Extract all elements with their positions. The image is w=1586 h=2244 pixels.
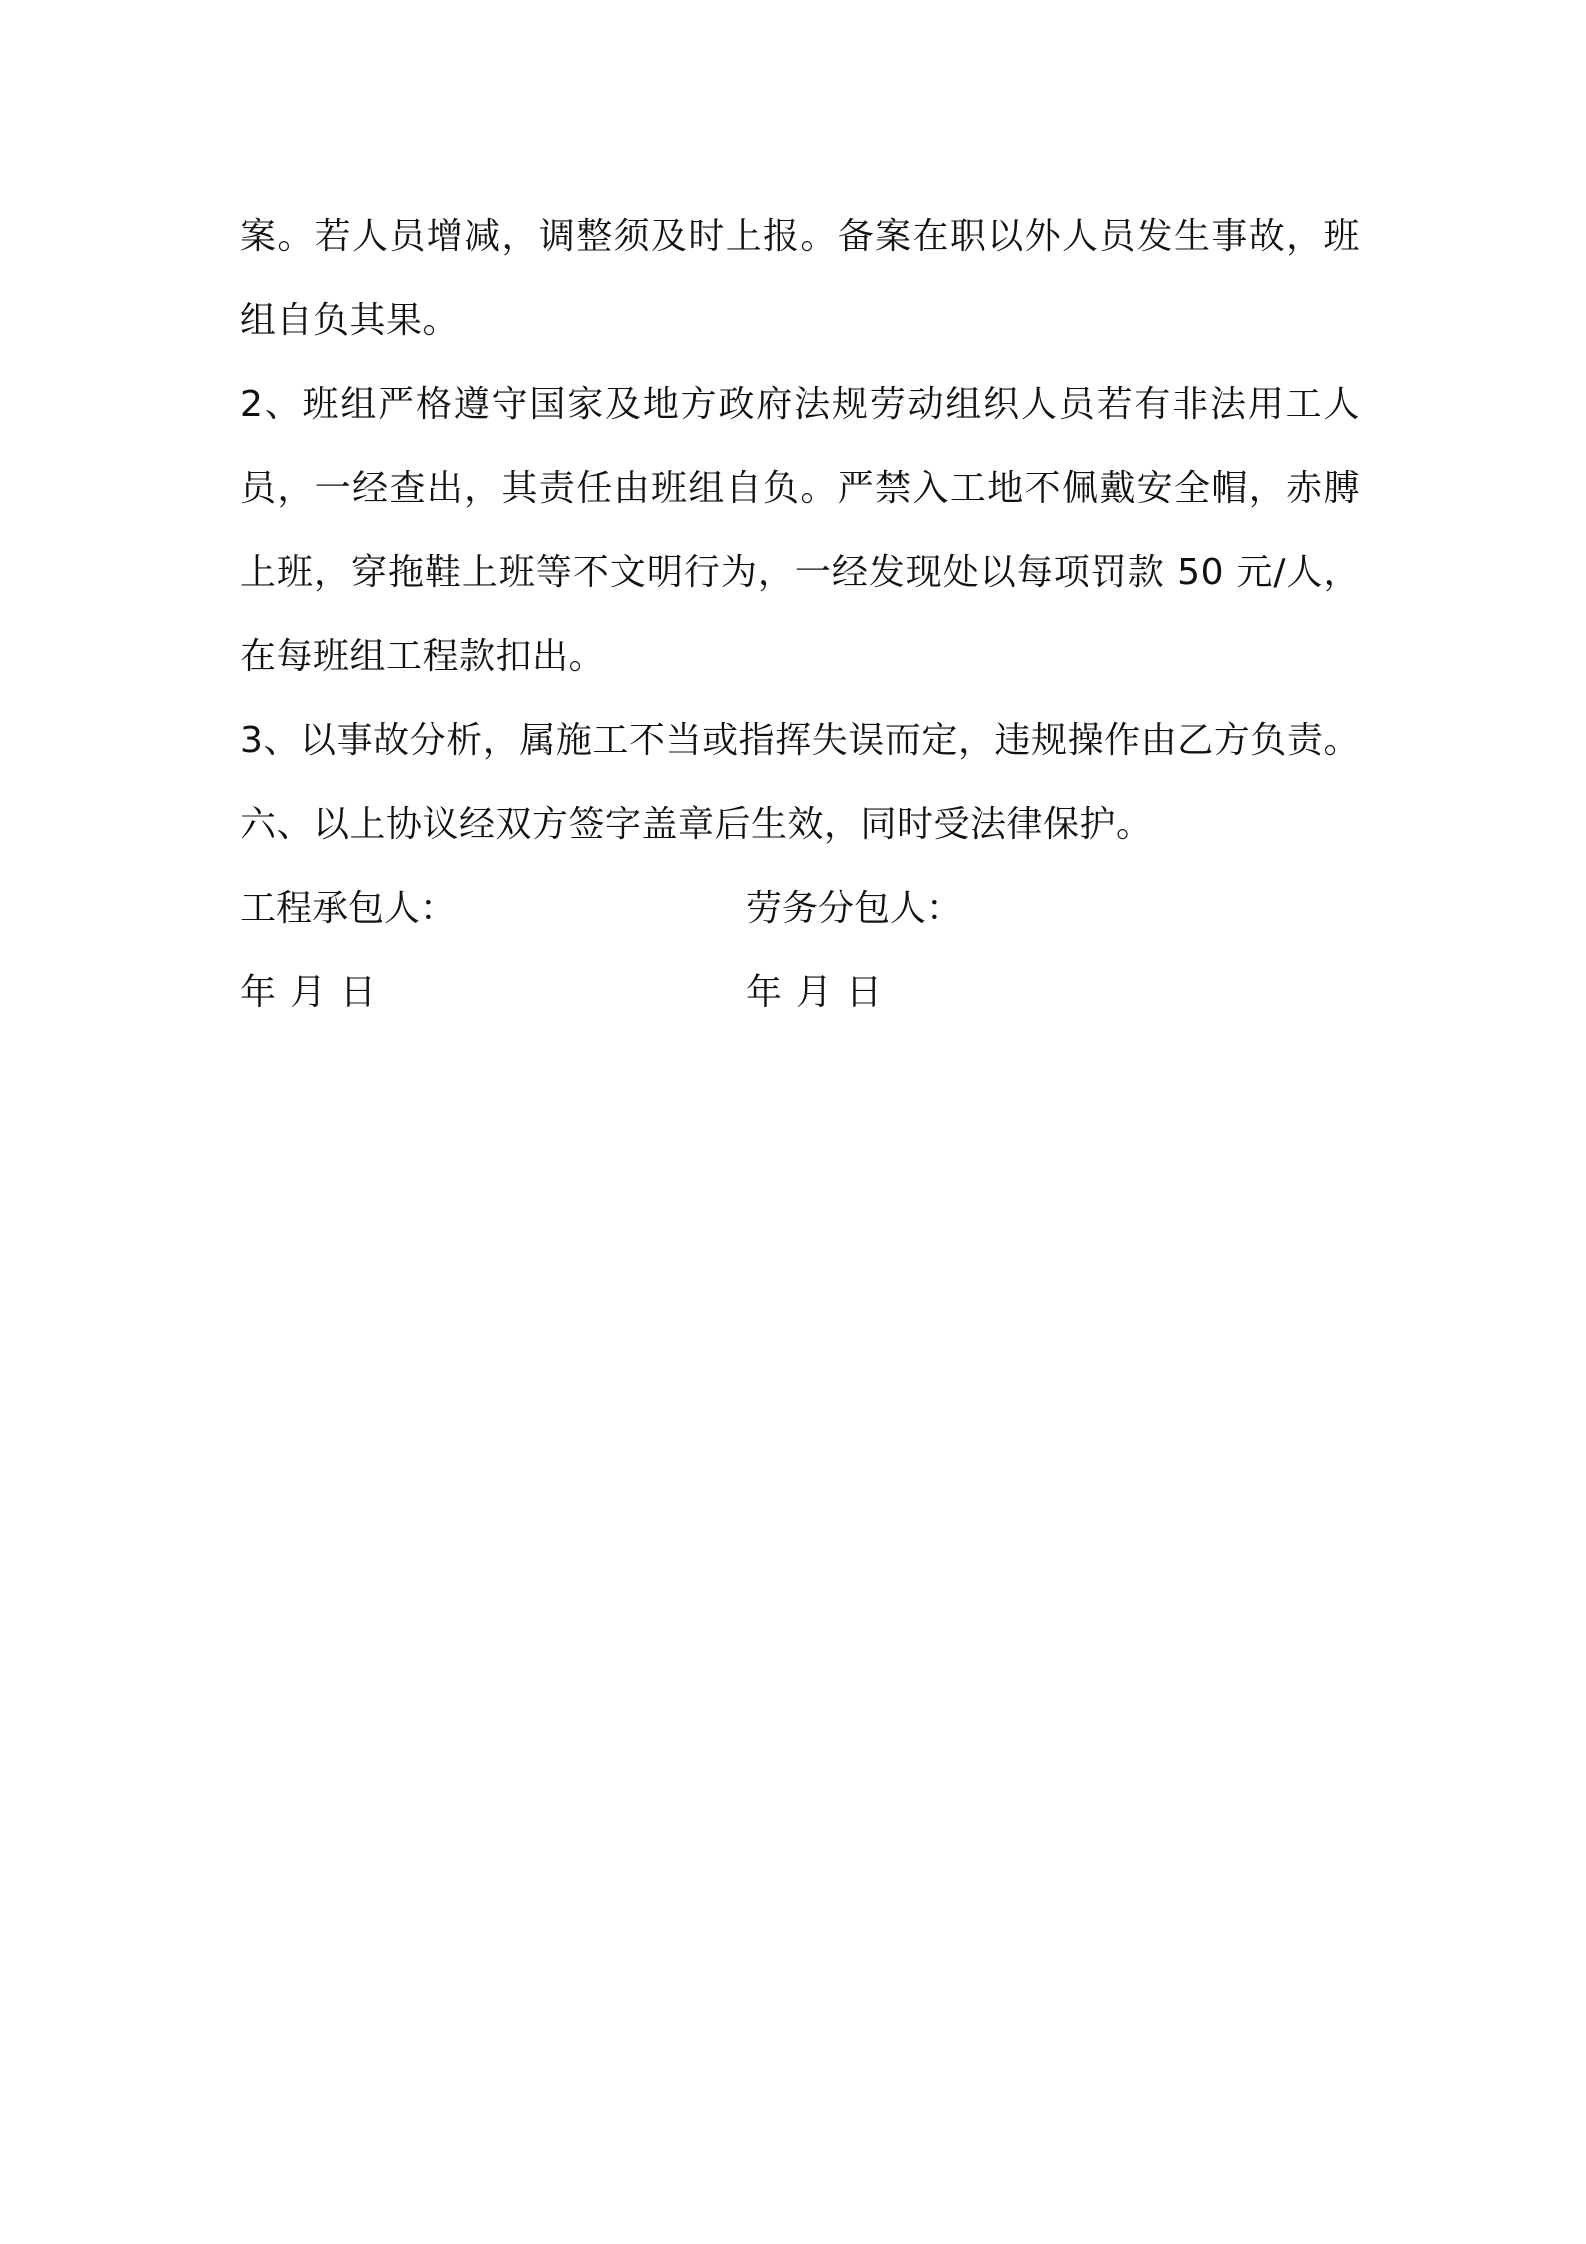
contractor-date [240,951,390,1035]
paragraph-line: 组自负其果。 [240,300,460,341]
subcontractor-signature-label: 劳务分包人： [746,888,963,929]
date-day-label: 日 [340,972,377,1013]
paragraph-line: 六、以上协议经双方签字盖章后生效，同时受法律保护。 [240,804,1153,845]
paragraph-line: 员，一经查出，其责任由班组自负。严禁入工地不佩戴安全帽，赤膊 [240,468,1360,509]
contractor-signature-label: 工程承包人： [240,888,457,929]
date-year-label: 年 [240,972,277,1013]
signature-row [240,867,1360,951]
paragraph-line: 在每班组工程款扣出。 [240,636,606,677]
paragraph-line: 案。若人员增减，调整须及时上报。备案在职以外人员发生事故，班 [240,216,1360,257]
date-month-label: 月 [796,972,833,1013]
date-day-label: 日 [846,972,883,1013]
paragraph-line: 上班，穿拖鞋上班等不文明行为，一经发现处以每项罚款 50 元/人， [240,552,1360,593]
subcontractor-date [746,951,896,1035]
date-row [240,951,1360,1035]
date-month-label: 月 [290,972,327,1013]
paragraph-line: 2、班组严格遵守国家及地方政府法规劳动组织人员若有非法用工人 [240,384,1360,425]
document-body [240,195,1360,1035]
date-year-label: 年 [746,972,783,1013]
paragraph-line: 3、以事故分析，属施工不当或指挥失误而定，违规操作由乙方负责。 [240,720,1360,761]
